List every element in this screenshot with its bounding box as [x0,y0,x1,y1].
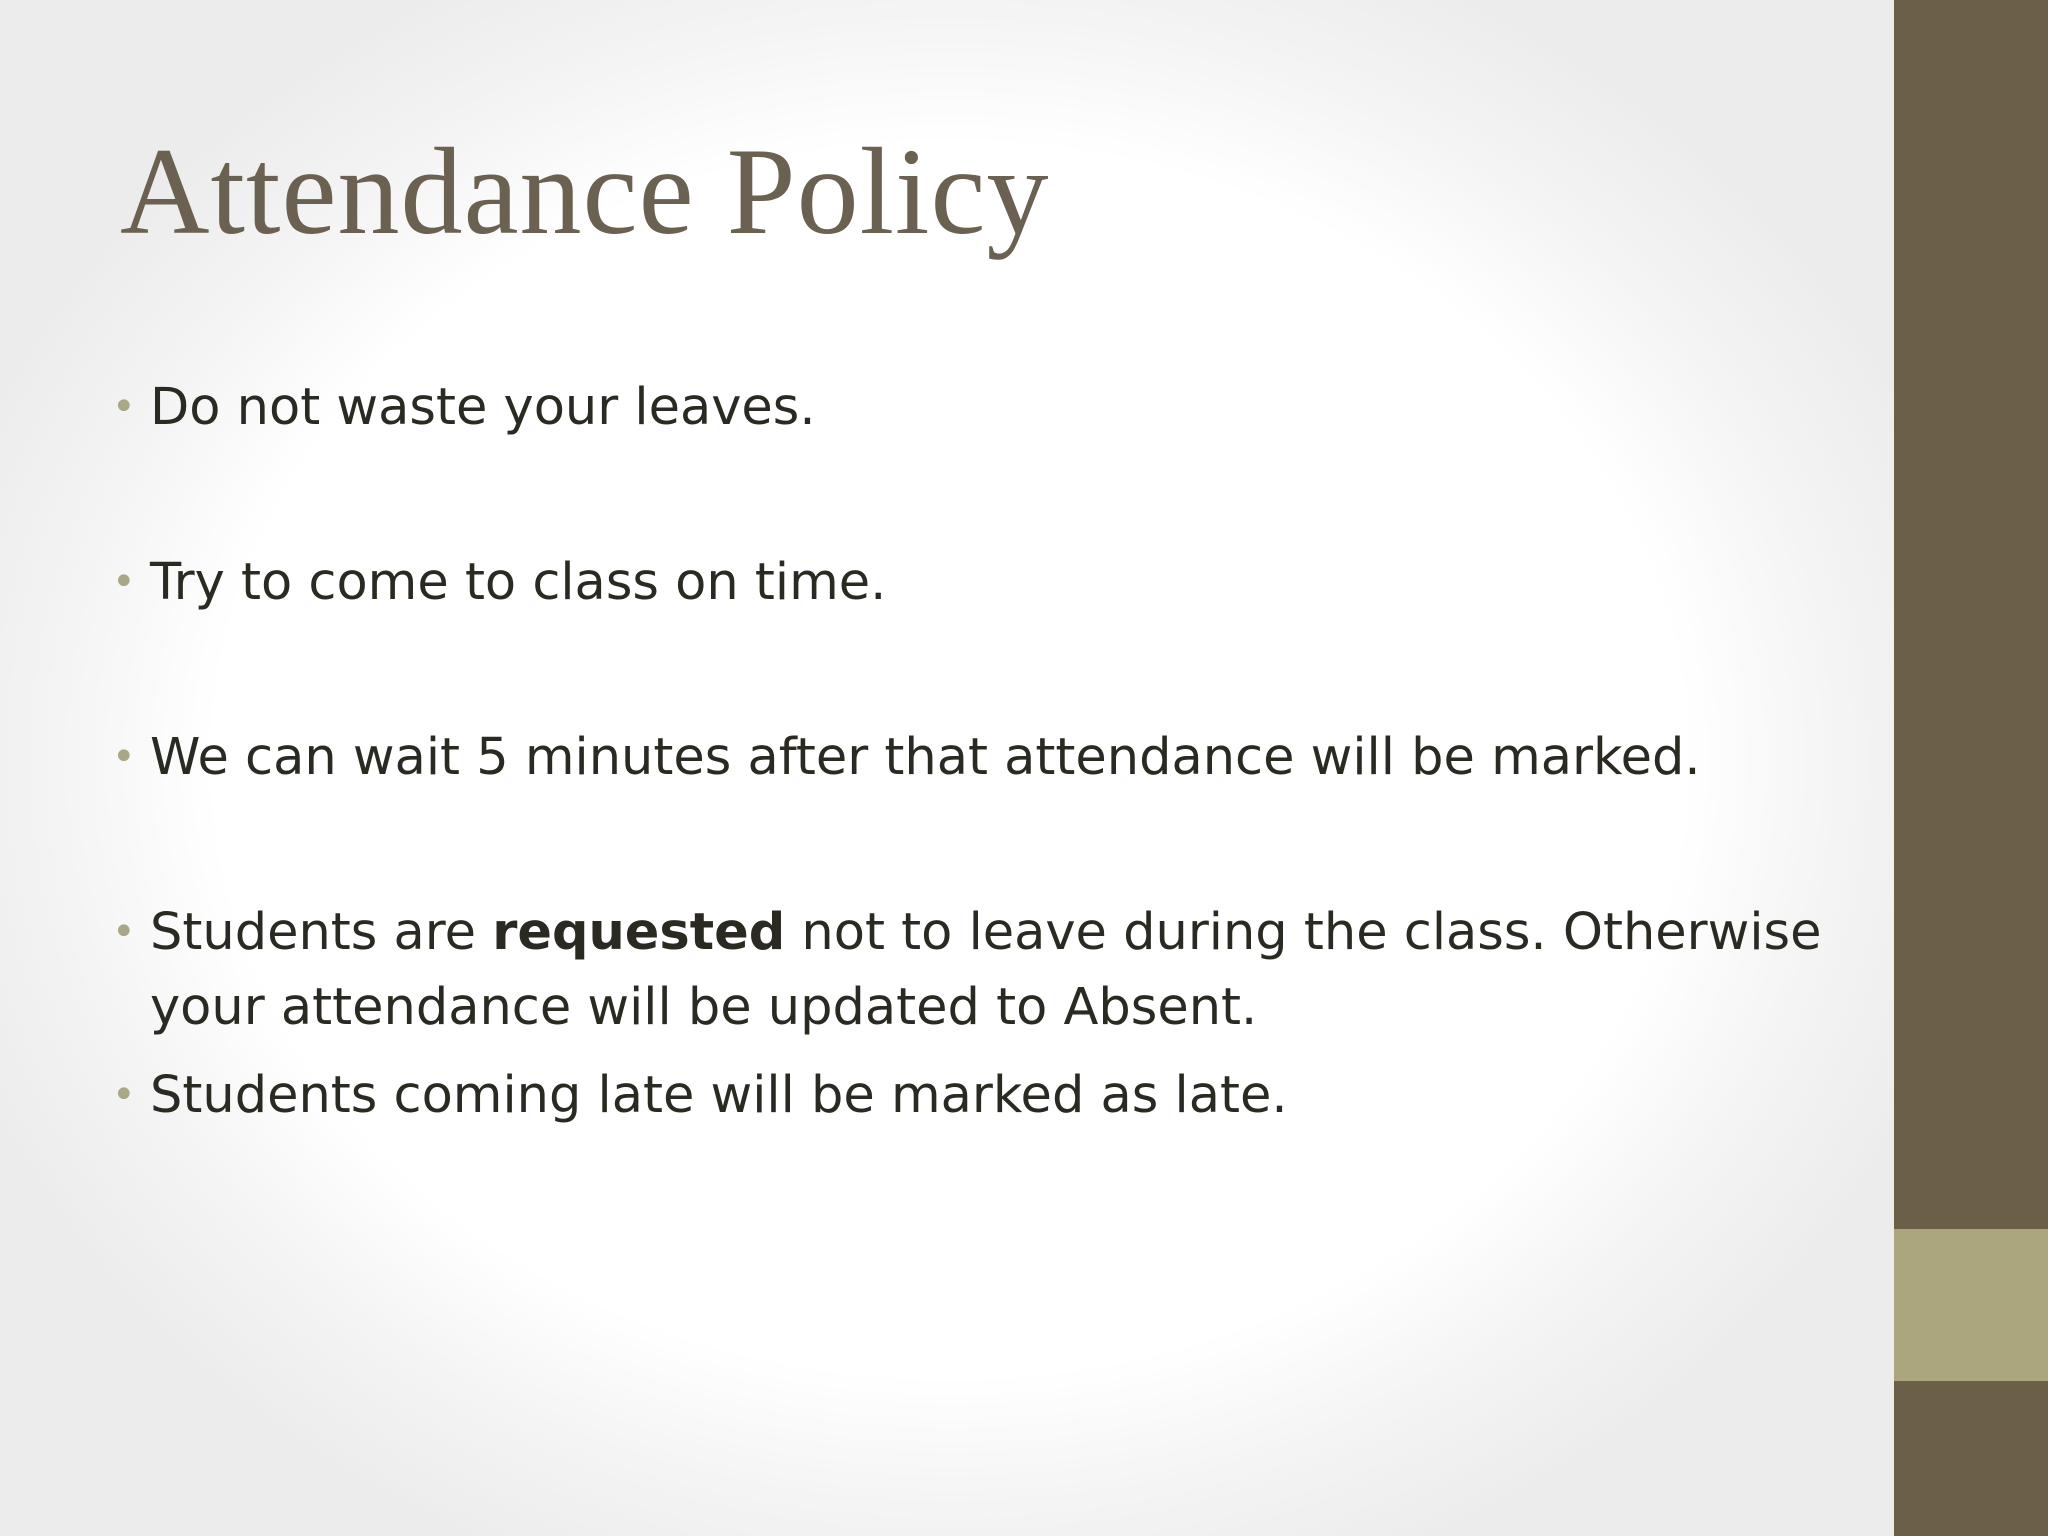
bullet-item [110,895,1870,1045]
bullet-item [110,545,1870,620]
side-accent-block [1894,1229,2048,1381]
bullet-dot-icon: • [112,384,136,430]
bullet-list [110,0,1870,1536]
slide-title: Attendance Policy [120,123,1050,260]
bullet-item [110,1058,1870,1133]
bullet-item [110,370,1870,445]
bullet-text: Students coming late will be marked as late. [150,1066,1288,1125]
bullet-text-after: not to leave during the class. Otherwise your attendance will be updated to Absent. [150,903,1822,1037]
bullet-text: We can wait 5 minutes after that attendance will be marked. [150,728,1701,787]
bullet-dot-icon: • [112,559,136,605]
bullet-text: Try to come to class on time. [150,553,887,612]
bullet-dot-icon: • [112,909,136,955]
bullet-dot-icon: • [112,734,136,780]
bullet-text-before: Students are [150,903,493,962]
bullet-text [150,895,1870,1045]
bullet-text-bold: requested [492,903,786,962]
bullet-text: Do not waste your leaves. [150,378,816,437]
bullet-item [110,720,1870,795]
bullet-dot-icon: • [112,1072,136,1118]
